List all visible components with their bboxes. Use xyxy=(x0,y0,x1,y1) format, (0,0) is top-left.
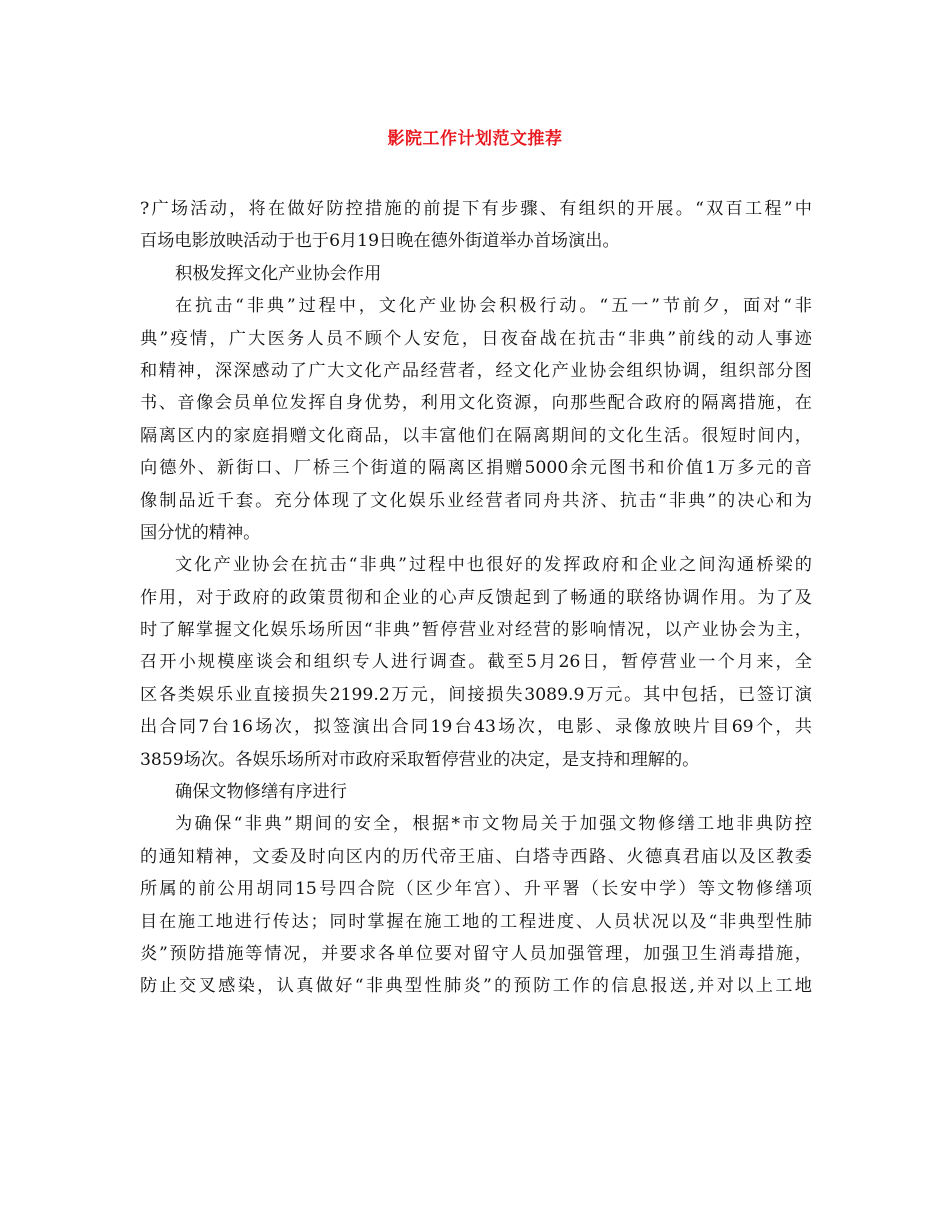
text-line: 为确保“非典”期间的安全，根据*市文物局关于加强文物修缮工地非典防控 xyxy=(175,814,812,835)
text-line: 在抗击“非典”过程中，文化产业协会积极行动。“五一”节前夕，面对“非 xyxy=(175,296,812,317)
text-line: 召开小规模座谈会和组织专人进行调查。截至5月26日，暂停营业一个月来，全 xyxy=(140,652,812,673)
document-title: 影院工作计划范文推荐 xyxy=(387,129,563,149)
text-line: 的通知精神，文委及时向区内的历代帝王庙、白塔寺西路、火德真君庙以及区教委 xyxy=(140,846,812,867)
text-line: 作用，对于政府的政策贯彻和企业的心声反馈起到了畅通的联络协调作用。为了及 xyxy=(140,587,812,608)
text-line: 典”疫情，广大医务人员不顾个人安危，日夜奋战在抗击“非典”前线的动人事迹 xyxy=(140,328,812,349)
text-line: 向德外、新街口、厂桥三个街道的隔离区捐赠5000余元图书和价值1万多元的音 xyxy=(140,458,812,479)
text-line: 目在施工地进行传达；同时掌握在施工地的工程进度、人员状况以及“非典型性肺 xyxy=(140,911,812,932)
text-line: 和精神，深深感动了广大文化产品经营者，经文化产业协会组织协调，组织部分图 xyxy=(140,360,812,381)
text-line: 确保文物修缮有序进行 xyxy=(175,782,347,803)
text-line: 3859场次。各娱乐场所对市政府采取暂停营业的决定，是支持和理解的。 xyxy=(140,749,700,770)
text-line: 积极发挥文化产业协会作用 xyxy=(175,263,382,284)
text-line: 文化产业协会在抗击“非典”过程中也很好的发挥政府和企业之间沟通桥梁的 xyxy=(175,555,812,576)
text-line: 国分忧的精神。 xyxy=(140,522,261,543)
text-line: 区各类娱乐业直接损失2199.2万元，间接损失3089.9万元。其中包括，已签订演 xyxy=(140,684,812,705)
text-line: 百场电影放映活动于也于6月19日晚在德外街道举办首场演出。 xyxy=(140,231,620,252)
text-line: 出合同7台16场次，拟签演出合同19台43场次，电影、录像放映片目69个，共 xyxy=(140,717,812,738)
text-line: 防止交叉感染，认真做好“非典型性肺炎”的预防工作的信息报送,并对以上工地 xyxy=(140,976,812,997)
text-line: 炎”预防措施等情况，并要求各单位要对留守人员加强管理，加强卫生消毒措施， xyxy=(140,943,812,964)
text-line: 书、音像会员单位发挥自身优势，利用文化资源，向那些配合政府的隔离措施，在 xyxy=(140,393,812,414)
text-line: ?广场活动，将在做好防控措施的前提下有步骤、有组织的开展。“双百工程”中 xyxy=(140,199,812,219)
text-line: 时了解掌握文化娱乐场所因“非典”暂停营业对经营的影响情况，以产业协会为主， xyxy=(140,620,812,641)
text-line: 像制品近千套。充分体现了文化娱乐业经营者同舟共济、抗击“非典”的决心和为 xyxy=(140,490,812,511)
document-body xyxy=(140,193,812,1003)
text-line: 所属的前公用胡同15号四合院（区少年宫）、升平署（长安中学）等文物修缮项 xyxy=(140,879,812,900)
text-line: 隔离区内的家庭捐赠文化商品，以丰富他们在隔离期间的文化生活。很短时间内， xyxy=(140,425,812,446)
